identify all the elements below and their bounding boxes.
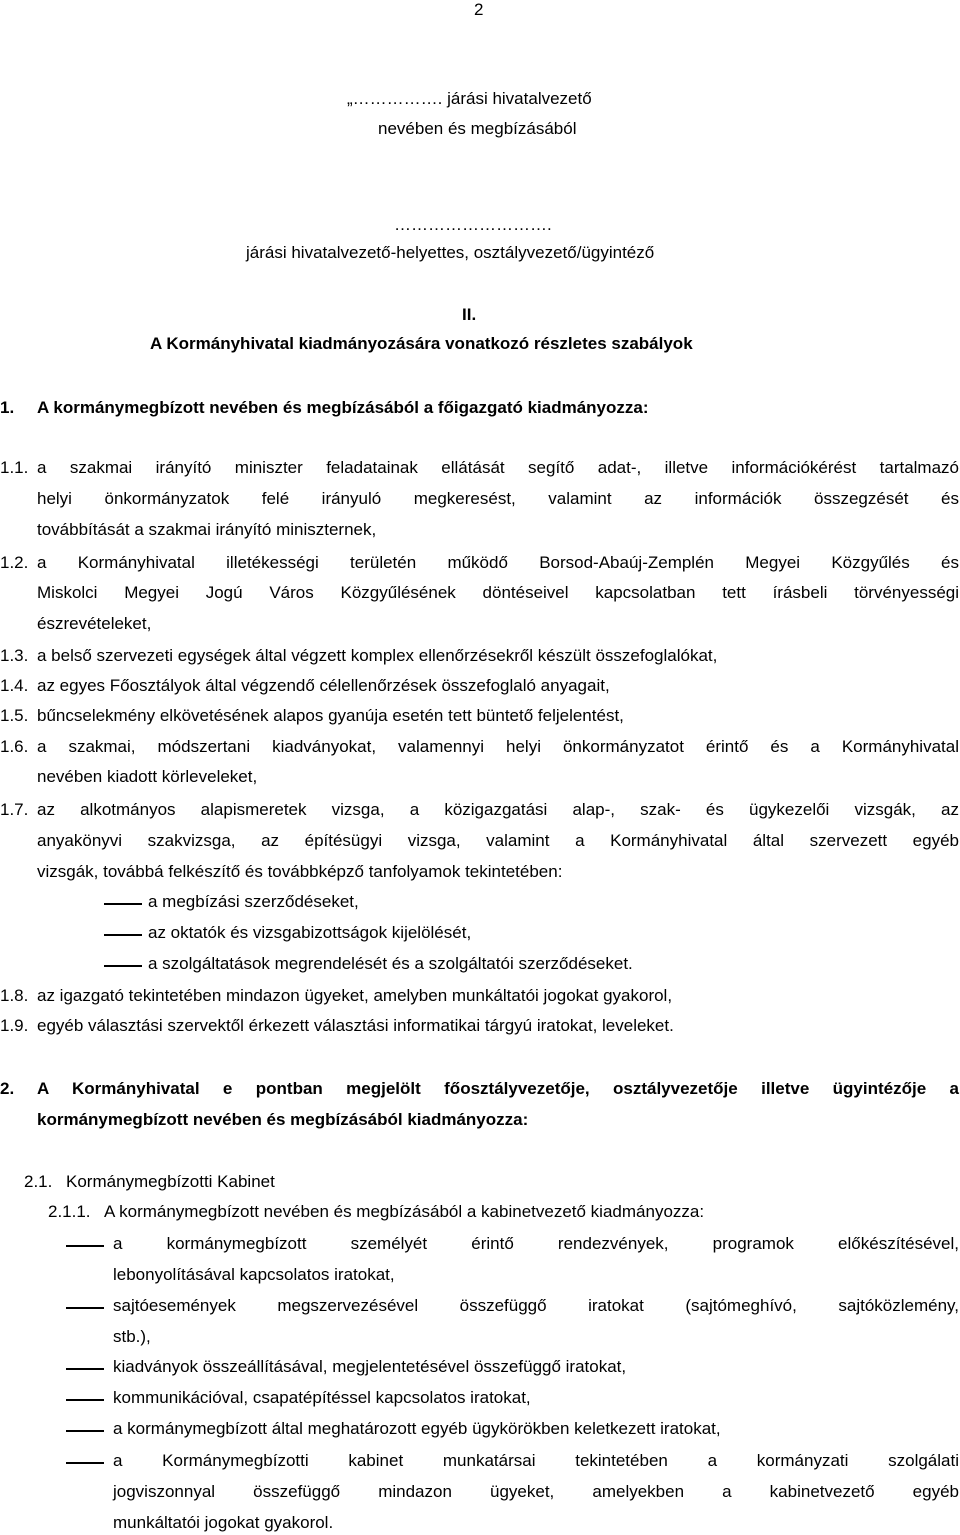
point-2-number: 2. [0,1079,15,1098]
bullet-dash [66,1430,104,1432]
subsection-2-1-title: Kormánymegbízotti Kabinet [66,1172,275,1191]
item-1-2-line: a Kormányhivatal illetékességi területén működő Borsod-Abaúj-Zemplén Megyei Közgyűlés és [37,553,959,572]
point-1-title: A kormánymegbízott nevében és megbízásából a főigazgató kiadmányozza: [37,398,649,417]
item-1-2-number: 1.2. [0,553,29,572]
signature-line-2: nevében és megbízásából [378,119,577,138]
bullet-dash [66,1245,104,1247]
item-1-4-number: 1.4. [0,676,29,695]
bullet-dash [66,1307,104,1309]
item-1-7-bullet: a megbízási szerződéseket, [148,892,359,911]
bullet-dash [104,934,142,936]
item-1-7-bullet: a szolgáltatások megrendelését és a szolgáltatói szerződéseket. [148,954,633,973]
point-2-line: A Kormányhivatal e pontban megjelölt főosztályvezetője, osztályvezetője illetve ügyintézője a [37,1079,959,1098]
cabinet-item-line: a kormánymegbízott által meghatározott egyéb ügykörökben keletkezett iratokat, [113,1419,721,1438]
item-1-6-line: a szakmai, módszertani kiadványokat, valamennyi helyi önkormányzatot érintő és a Kormányhivatal [37,737,959,756]
item-1-1-line: a szakmai irányító miniszter feladatainak ellátását segítő adat-, illetve információkérést tartalmazó [37,458,959,477]
cabinet-item-line: stb.), [113,1327,151,1346]
item-1-7-line: anyakönyvi szakvizsga, az építésügyi vizsga, valamint a Kormányhivatal által szervezett egyéb [37,831,959,850]
signature-line-4: járási hivatalvezető-helyettes, osztályvezető/ügyintéző [246,243,655,262]
cabinet-item-line: munkáltatói jogokat gyakorol. [113,1513,334,1532]
item-1-1-line: továbbítását a szakmai irányító miniszternek, [37,520,377,539]
item-1-7-bullet: az oktatók és vizsgabizottságok kijelölését, [148,923,472,942]
item-1-4-line: az egyes Főosztályok által végzendő célellenőrzések összefoglaló anyagait, [37,676,610,695]
cabinet-item-line: jogviszonnyal összefüggő mindazon ügyeket, amelyekben a kabinetvezető egyéb [113,1482,959,1501]
subsection-2-1-1-title: A kormánymegbízott nevében és megbízásából a kabinetvezető kiadmányozza: [104,1202,705,1221]
item-1-7-number: 1.7. [0,800,29,819]
cabinet-item-line: kiadványok összeállításával, megjelentetésével összefüggő iratokat, [113,1357,627,1376]
item-1-2-line: észrevételeket, [37,614,152,633]
item-1-8-number: 1.8. [0,986,29,1005]
item-1-3-number: 1.3. [0,646,29,665]
item-1-9-line: egyéb választási szervektől érkezett választási informatikai tárgyú iratokat, leveleket. [37,1016,674,1035]
item-1-1-number: 1.1. [0,458,29,477]
point-2-line: kormánymegbízott nevében és megbízásából kiadmányozza: [37,1110,529,1129]
cabinet-item-line: kommunikációval, csapatépítéssel kapcsolatos iratokat, [113,1388,531,1407]
item-1-5-number: 1.5. [0,706,29,725]
cabinet-item-line: a kormánymegbízott személyét érintő rendezvények, programok előkészítésével, [113,1234,959,1253]
bullet-dash [104,965,142,967]
subsection-2-1-1-number: 2.1.1. [48,1202,91,1221]
section-title: A Kormányhivatal kiadmányozására vonatkozó részletes szabályok [150,334,693,353]
bullet-dash [66,1368,104,1370]
point-1-number: 1. [0,398,15,417]
signature-line-1: „……………. járási hivatalvezető [347,89,592,108]
cabinet-item-line: lebonyolításával kapcsolatos iratokat, [113,1265,395,1284]
bullet-dash [104,903,142,905]
item-1-9-number: 1.9. [0,1016,29,1035]
page-number: 2 [474,0,484,19]
item-1-7-line: vizsgák, továbbá felkészítő és továbbképző tanfolyamok tekintetében: [37,862,563,881]
item-1-3-line: a belső szervezeti egységek által végzett komplex ellenőrzésekről készült összefoglalókat, [37,646,718,665]
subsection-2-1-number: 2.1. [24,1172,53,1191]
item-1-8-line: az igazgató tekintetében mindazon ügyeket, amelyben munkáltatói jogokat gyakorol, [37,986,673,1005]
item-1-1-line: helyi önkormányzatok felé irányuló megkeresést, valamint az információk összegzését és [37,489,959,508]
bullet-dash [66,1462,104,1464]
cabinet-item-line: sajtóesemények megszervezésével összefüggő iratokat (sajtómeghívó, sajtóközlemény, [113,1296,959,1315]
cabinet-item-line: a Kormánymegbízotti kabinet munkatársai tekintetében a kormányzati szolgálati [113,1451,959,1470]
bullet-dash [66,1399,104,1401]
section-numeral: II. [462,305,477,324]
item-1-7-line: az alkotmányos alapismeretek vizsga, a közigazgatási alap-, szak- és ügykezelői vizsgák, az [37,800,959,819]
item-1-6-line: nevében kiadott körleveleket, [37,767,258,786]
item-1-6-number: 1.6. [0,737,29,756]
signature-line-3: ………………………. [394,215,552,234]
item-1-2-line: Miskolci Megyei Jogú Város Közgyűlésének döntéseivel kapcsolatban tett írásbeli törvényességi [37,583,959,602]
item-1-5-line: bűncselekmény elkövetésének alapos gyanúja esetén tett büntető feljelentést, [37,706,624,725]
